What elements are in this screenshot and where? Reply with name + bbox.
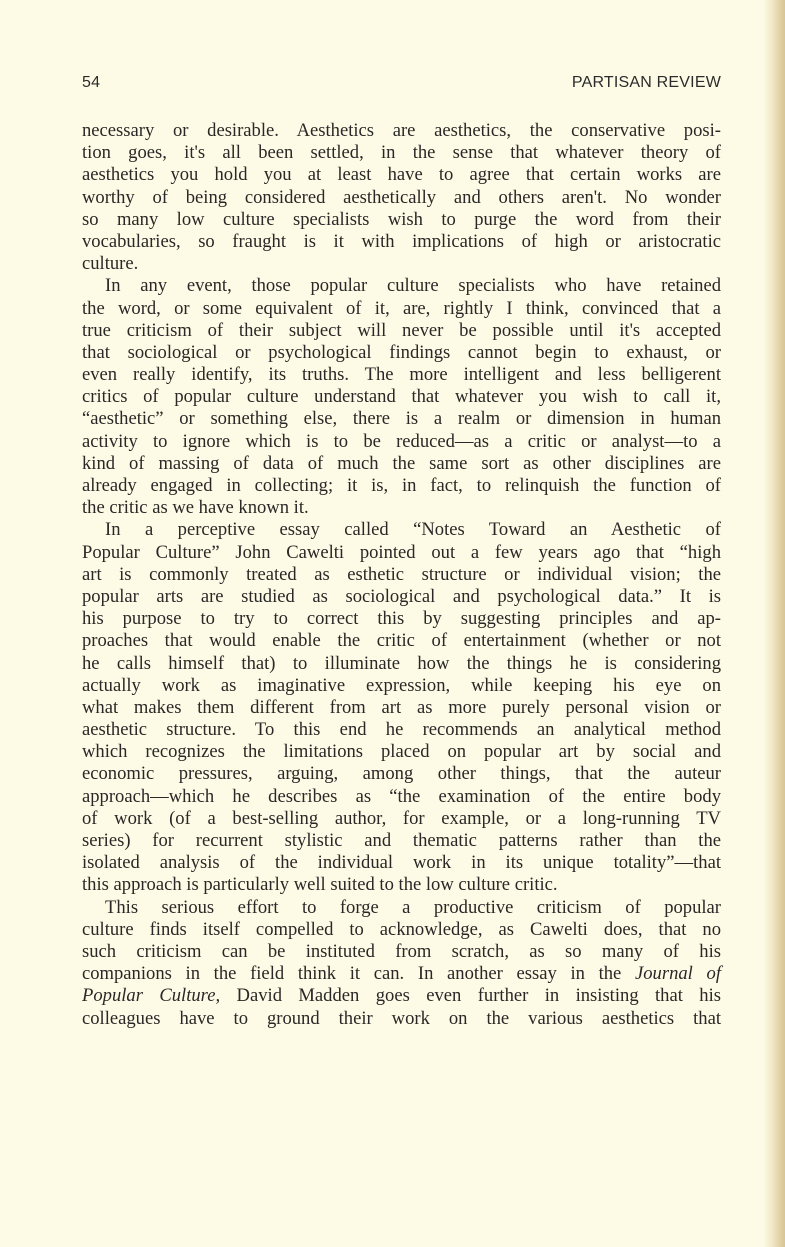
text-line: art is commonly treated as esthetic structure or individual vision; the (82, 563, 721, 585)
text-line: actually work as imaginative expression, while keeping his eye on (82, 674, 721, 696)
text-line: economic pressures, arguing, among other things, that the auteur (82, 763, 721, 785)
text-line: this approach is particularly well suited to the low culture critic. (82, 874, 558, 896)
text-line: This serious effort to forge a productive criticism of popular (105, 896, 721, 918)
text-line: tion goes, it's all been settled, in the sense that whatever theory of (82, 142, 721, 164)
text-line: true criticism of their subject will never be possible until it's accepted (82, 319, 721, 341)
text-line: In a perceptive essay called “Notes Toward an Aesthetic of (105, 519, 721, 541)
text-line: proaches that would enable the critic of entertainment (whether or not (82, 630, 721, 652)
text-line (82, 963, 721, 985)
text-line: “aesthetic” or something else, there is a realm or dimension in human (82, 408, 721, 430)
text-line: worthy of being considered aesthetically and others aren't. No wonder (82, 186, 721, 208)
journal-title: PARTISAN REVIEW (571, 74, 721, 91)
text-line: culture finds itself compelled to acknowledge, as Cawelti does, that no (82, 918, 721, 940)
text-line: activity to ignore which is to be reduced—as a critic or analyst—to a (82, 430, 721, 452)
text-line: popular arts are studied as sociological and psychological data.” It is (82, 585, 721, 607)
text-line: he calls himself that) to illuminate how the things he is considering (82, 652, 721, 674)
text-line: In any event, those popular culture specialists who have retained (105, 275, 721, 297)
text-line: even really identify, its truths. The more intelligent and less belligerent (82, 364, 721, 386)
text-line: the word, or some equivalent of it, are, rightly I think, convinced that a (82, 297, 721, 319)
text-line: colleagues have to ground their work on the various aesthetics that (82, 1007, 721, 1029)
text-line: so many low culture specialists wish to purge the word from their (82, 208, 721, 230)
running-header (82, 74, 721, 100)
text-line: that sociological or psychological findings cannot begin to exhaust, or (82, 341, 721, 363)
text-line: which recognizes the limitations placed on popular art by social and (82, 741, 721, 763)
text-lines (82, 120, 721, 963)
text-line: already engaged in collecting; it is, in fact, to relinquish the function of (82, 475, 721, 496)
text-line: culture. (82, 253, 139, 275)
text-line: what makes them different from art as more purely personal vision or (82, 696, 721, 718)
text-line: vocabularies, so fraught is it with implications of high or aristocratic (82, 230, 721, 252)
page-number: 54 (82, 74, 101, 91)
document-page (82, 74, 721, 1030)
italic-journal-title: Journal of (635, 963, 721, 985)
text-line: aesthetics you hold you at least have to agree that certain works are (82, 164, 721, 186)
body-text (82, 120, 721, 1030)
text-line: his purpose to try to correct this by suggesting principles and ap- (82, 608, 721, 630)
text-line: the critic as we have known it. (82, 497, 309, 519)
text-line: series) for recurrent stylistic and thematic patterns rather than the (82, 830, 721, 851)
text-segment: companions in the field think it can. In another essay in the (82, 963, 635, 985)
text-line: isolated analysis of the individual work in its unique totality”—that (82, 852, 721, 874)
text-line: approach—which he describes as “the examination of the entire body (82, 785, 721, 807)
italic-journal-title: Popular Culture, (82, 985, 221, 1007)
text-line: of work (of a best-selling author, for example, or a long-running TV (82, 807, 721, 829)
text-line: kind of massing of data of much the same sort as other disciplines are (82, 452, 721, 474)
page-spine-shadow (763, 0, 785, 1247)
text-segment: David Madden goes even further in insisting that his (220, 985, 722, 1007)
text-line: such criticism can be instituted from scratch, as so many of his (82, 940, 721, 962)
text-line: critics of popular culture understand that whatever you wish to call it, (82, 386, 721, 408)
text-line: aesthetic structure. To this end he recommends an analytical method (82, 719, 721, 741)
text-line: Popular Culture” John Cawelti pointed out a few years ago that “high (82, 541, 721, 563)
text-line: necessary or desirable. Aesthetics are aesthetics, the conservative posi- (82, 120, 721, 141)
text-line (82, 985, 721, 1007)
